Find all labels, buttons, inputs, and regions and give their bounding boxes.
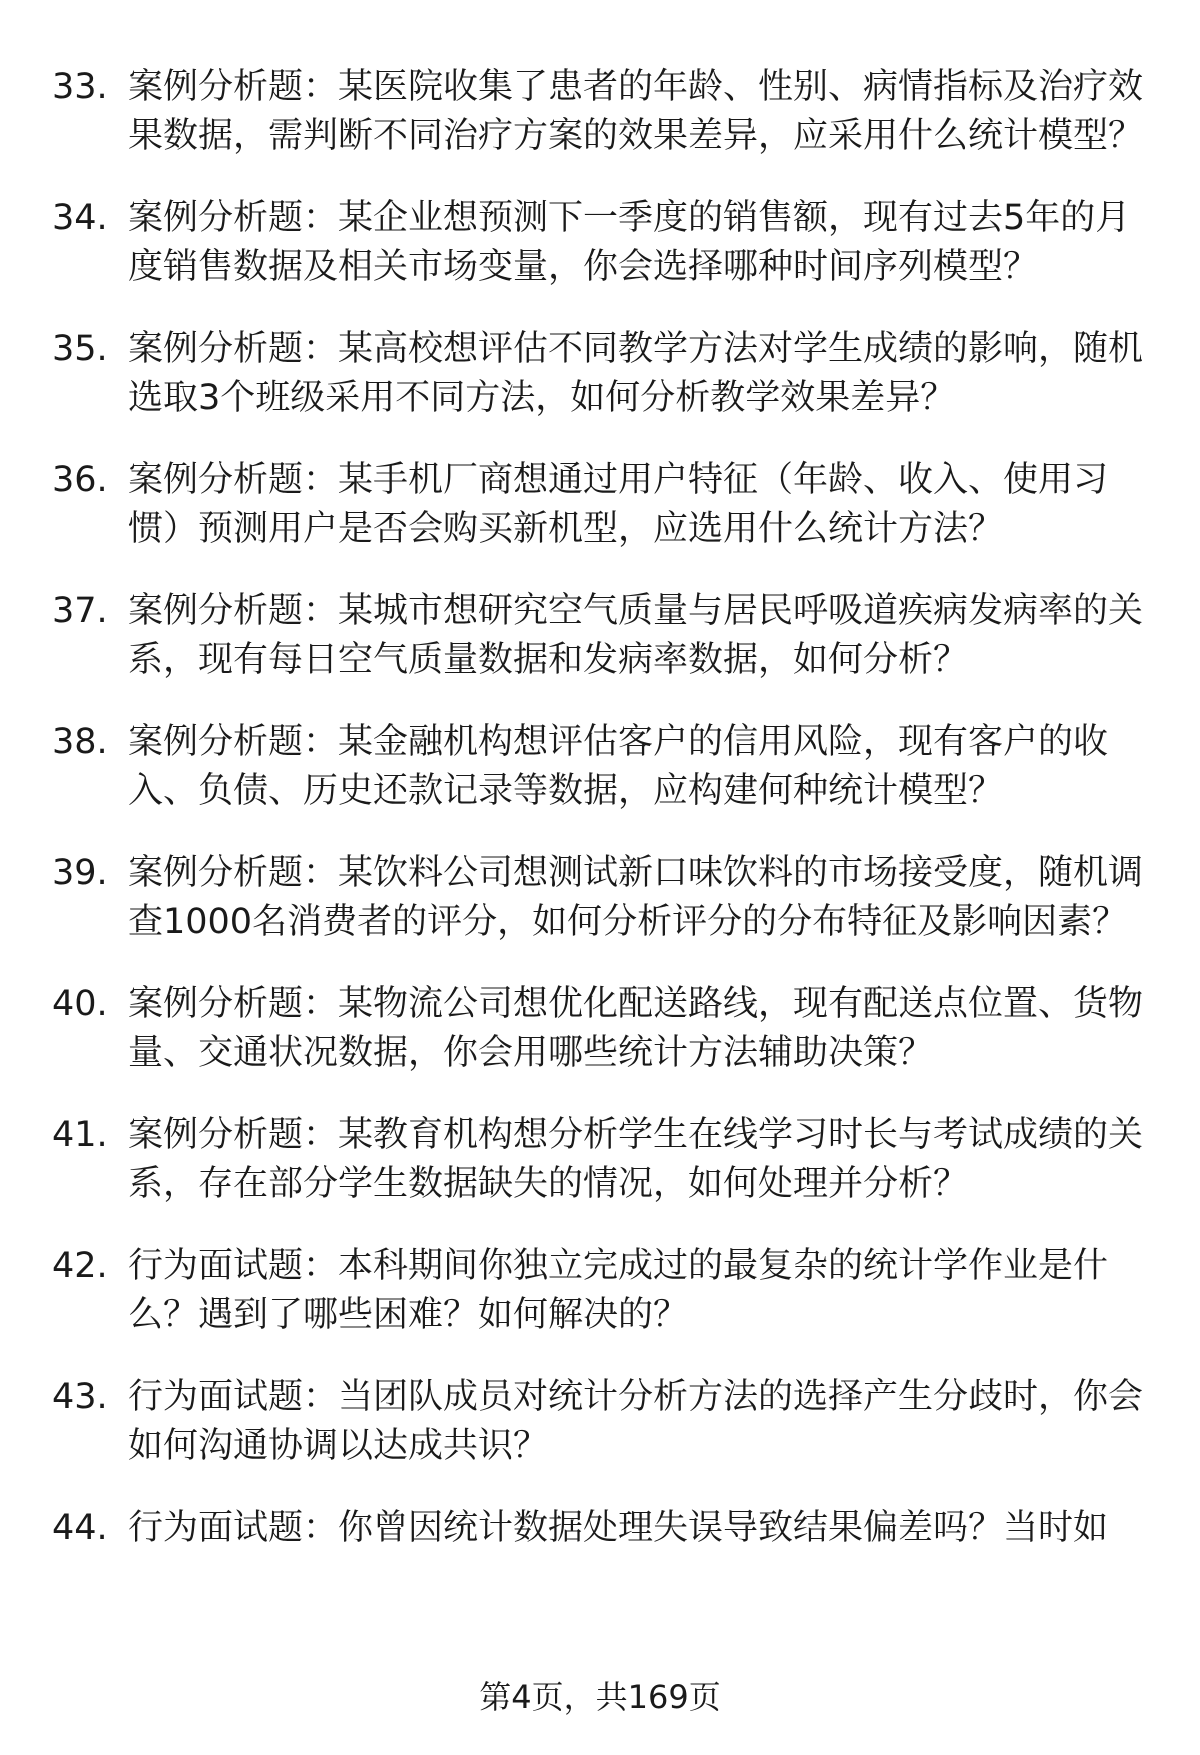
page-indicator: 第4页，共169页 <box>479 1678 721 1716</box>
question-text: 案例分析题：某高校想评估不同教学方法对学生成绩的影响，随机选取3个班级采用不同方法，如何分析教学效果差异？ <box>128 329 1144 418</box>
question-item <box>0 1111 1200 1209</box>
question-number: 40. <box>52 984 108 1024</box>
question-number: 38. <box>52 722 108 762</box>
question-text: 案例分析题：某饮料公司想测试新口味饮料的市场接受度，随机调查1000名消费者的评分，如何分析评分的分布特征及影响因素？ <box>128 853 1144 942</box>
question-text: 案例分析题：某医院收集了患者的年龄、性别、病情指标及治疗效果数据，需判断不同治疗方案的效果差异，应采用什么统计模型？ <box>128 67 1144 156</box>
question-number: 36. <box>52 460 108 500</box>
question-text: 案例分析题：某城市想研究空气质量与居民呼吸道疾病发病率的关系，现有每日空气质量数据和发病率数据，如何分析？ <box>128 591 1144 680</box>
question-text: 行为面试题：你曾因统计数据处理失误导致结果偏差吗？当时如 <box>128 1508 1109 1548</box>
question-item <box>0 63 1200 161</box>
question-item <box>0 849 1200 947</box>
question-item <box>0 1242 1200 1340</box>
question-text: 案例分析题：某金融机构想评估客户的信用风险，现有客户的收入、负债、历史还款记录等数据，应构建何种统计模型？ <box>128 722 1109 811</box>
question-number: 35. <box>52 329 108 369</box>
question-text: 案例分析题：某物流公司想优化配送路线，现有配送点位置、货物量、交通状况数据，你会用哪些统计方法辅助决策？ <box>128 984 1144 1073</box>
question-number: 37. <box>52 591 108 631</box>
question-text: 案例分析题：某企业想预测下一季度的销售额，现有过去5年的月度销售数据及相关市场变量，你会选择哪种时间序列模型？ <box>128 198 1131 287</box>
question-item <box>0 1504 1200 1553</box>
question-list <box>0 63 1200 1586</box>
question-number: 33. <box>52 67 108 107</box>
question-number: 39. <box>52 853 108 893</box>
question-text: 案例分析题：某手机厂商想通过用户特征（年龄、收入、使用习惯）预测用户是否会购买新机型，应选用什么统计方法？ <box>128 460 1109 549</box>
question-text: 案例分析题：某教育机构想分析学生在线学习时长与考试成绩的关系，存在部分学生数据缺失的情况，如何处理并分析？ <box>128 1115 1144 1204</box>
question-number: 44. <box>52 1508 108 1548</box>
question-item <box>0 718 1200 816</box>
question-item <box>0 325 1200 423</box>
question-item <box>0 194 1200 292</box>
question-number: 34. <box>52 198 108 238</box>
question-item <box>0 456 1200 554</box>
question-item <box>0 980 1200 1078</box>
question-text: 行为面试题：当团队成员对统计分析方法的选择产生分歧时，你会如何沟通协调以达成共识？ <box>128 1377 1144 1466</box>
question-number: 43. <box>52 1377 108 1417</box>
question-item <box>0 1373 1200 1471</box>
question-number: 41. <box>52 1115 108 1155</box>
question-text: 行为面试题：本科期间你独立完成过的最复杂的统计学作业是什么？遇到了哪些困难？如何解决的？ <box>128 1246 1109 1335</box>
question-number: 42. <box>52 1246 108 1286</box>
question-item <box>0 587 1200 685</box>
